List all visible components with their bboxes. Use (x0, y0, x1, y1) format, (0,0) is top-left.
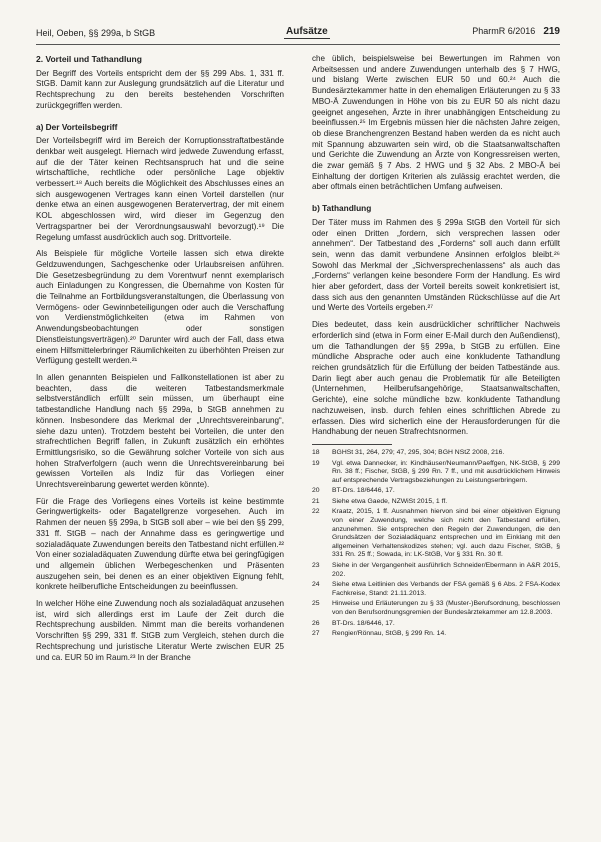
paragraph: Als Beispiele für mögliche Vorteile lassen sich etwa direkte Geldzuwendungen, Sachgeschenke oder Urlaubsreisen anführen. Die Gesetzesbegründung zu dem Vorentwurf nennt exemplarisch auch Einladungen zu Kongressen, die Übernahme von Kosten für die Teilnahme an Fortbildungsveranstaltungen, die Überlassung von Vermögens- oder Gewinnbeteiligungen oder auch die Verschaffung von Verdienstmöglichkeiten (etwa im Rahmen von Anwendungsbeobachtungen oder sonstigen Dienstleistungsverträgen).²⁰ Darunter wird auch der Fall, dass etwa einem Hilfsmittelerbringer Räumlichkeiten zu überhöhten Preisen zur Verfügung gestellt werden.²¹ (36, 249, 284, 366)
journal-name: PharmR 6/2016 (472, 26, 536, 36)
footnote-number: 25 (312, 600, 320, 608)
footnote (312, 487, 560, 496)
subsection-title: a) Der Vorteilsbegriff (36, 121, 118, 132)
footnote-number: 27 (312, 630, 320, 638)
footnote-text: Hinweise und Erläuterungen zu § 33 (Muster-)Berufsordnung, beschlossen von den Berufsordnungsgremien der Bundesärztekammer am 12.8.2003. (332, 600, 560, 616)
header-journal (472, 26, 560, 37)
section-title: 2. Vorteil und Tathandlung (36, 54, 142, 64)
footnote (312, 581, 560, 598)
running-header (36, 26, 560, 42)
footnote-text: Siehe etwa Gaede, NZWiSt 2015, 1 ff. (332, 497, 448, 505)
left-column (36, 54, 284, 669)
footnote-number: 20 (312, 487, 320, 495)
footnote (312, 460, 560, 486)
footnote-number: 22 (312, 508, 320, 516)
footnote-text: Siehe etwa Leitlinien des Verbands der FSA gemäß § 6 Abs. 2 FSA-Kodex Fachkreise, Stand: 21.11.2013. (332, 581, 560, 597)
footnote-number: 24 (312, 581, 320, 589)
footnote (312, 508, 560, 560)
header-section: Aufsätze (286, 26, 328, 37)
footnote-number: 26 (312, 619, 320, 627)
footnote (312, 498, 560, 507)
footnote-text: Vgl. etwa Dannecker, in: Kindhäuser/Neumann/Paeffgen, NK-StGB, § 299 Rn. 38 ff.; Fischer, StGB, § 299 Rn. 7 ff., und mit ausdrücklichem Hinweis auf entsprechende Vertragsbeziehungen zu Leistungserbringern. (332, 459, 560, 484)
page-number: 219 (543, 26, 560, 37)
paragraph: Der Begriff des Vorteils entspricht dem der §§ 299 Abs. 1, 331 ff. StGB. Damit kann zur Auslegung grundsätzlich auf die Literatur und Rechtsprechung zu den bereits bestehenden Vorschriften zurückgegriffen werden. (36, 68, 284, 110)
footnote-number: 23 (312, 562, 320, 570)
footnote-text: BT-Drs. 18/6446, 17. (332, 487, 395, 495)
footnotes (312, 449, 560, 639)
footnote (312, 620, 560, 629)
header-rule (36, 44, 560, 45)
footnote-number: 18 (312, 448, 320, 456)
paragraph: Dies bedeutet, dass kein ausdrücklicher schriftlicher Nachweis erforderlich sind (etwa in Form einer E-Mail durch den Außendienst), um die Tathandlungen der §§ 299a, b StGB zu erfüllen. Eine mündliche Absprache oder auch eine konkludente Tathandlung reichen grundsätzlich für die Erfüllung der beiden Tatbestände aus. Darin liegt aber auch genau die Problematik für alle Beteiligten (Unternehmen, Heilberufsangehörige, Staatsanwaltschaften, Gerichte), eine solche mündliche bzw. konkludente Tathandlung nachzuweisen, insb. durch fehlen eines schriftlichen Abrede zu erfassen. Dies wird sicherlich eine der Herausforderungen für die Handhabung der neuen Strafrechtsnormen. (312, 320, 560, 437)
footnote-text: BGHSt 31, 264, 279; 47, 295, 304; BGH NStZ 2008, 216. (332, 448, 505, 456)
header-authors: Heil, Oeben, §§ 299a, b StGB (36, 28, 156, 38)
paragraph: Für die Frage des Vorliegens eines Vorteils ist keine bestimmte Geringwertigkeits- oder Bagatellgrenze vorgesehen. Auch im Rahmen der neuen §§ 299a, b StGB soll aber – wie bei den §§ 299, 331 ff. StGB – nach der Annahme dass es geringwertige und sozialadäquate Zuwendungen bereits den Tatbestand nicht erfüllen.²² Von einer sozialadäquaten Zuwendung dürfte etwa bei geringfügigen und allgemein üblichen Werbegeschenken und Präsenten auszugehen sein, bei denen es an einer objektiven Eignung fehlt, konkrete heilberufliche Entscheidungen zu beeinflussen. (36, 496, 284, 592)
footnote-number: 19 (312, 459, 320, 467)
footnote (312, 600, 560, 617)
footnote-rule (312, 444, 392, 445)
footnote-number: 21 (312, 497, 320, 505)
footnote-text: Rengier/Rönnau, StGB, § 299 Rn. 14. (332, 630, 447, 638)
footnote-text: Siehe in der Vergangenheit ausführlich Schneider/Ebermann in A&R 2015, 202. (332, 562, 560, 578)
paragraph: che üblich, beispielsweise bei Bewertungen im Rahmen von Arbeitsessen und andere Zuwendungen unterhalb des § 7 HWG, und bislang Werte zwischen EUR 50 und 60.²⁴ Auch die Bundesärztekammer hatte in den ehemaligen Erläuterungen zu § 33 MBO-Ä Zuwendungen in Höhe von bis zu EUR 50 als nicht dazu geeignet angesehen, Ärzte in ihrer unabhängigen Entscheidung zu beeinflussen.²⁵ Im Ergebnis müssen hier die nächsten Jahre zeigen, ob diese Branchengrenzen Bestand haben werden da es nicht auch mit Spannung abzuwarten sein wird, ob die Staatsanwaltschaften und Gerichte die Zuwendung an Ärzte von Kongressreisen werten, die zwar gemäß § 7 Abs. 2 HWG und § 32 Abs. 2 MBO-Ä bei Einhaltung der dortigen Kriterien als zulässig erachtet werden, die aber oftmals einen beträchtlichen Umfang aufweisen. (312, 54, 560, 192)
paragraph: Der Täter muss im Rahmen des § 299a StGB den Vorteil für sich oder einen Dritten „fordern, sich versprechen lassen oder annehmen“. Der Tatbestand des „Forderns“ soll auch dann erfüllt sein, wenn das damit verbundene Ansinnen erfolglos bleibt.²⁶ Sowohl das Merkmal der „Sichversprechenlassens“ als auch das „Forderns“ verlangen keine besondere Form der Handlung. Es wird hier aber gefordert, dass der Vorteil bereits soweit konkretisiert ist, dass sich aus den genannten Umständen Rückschlüsse auf die Art und Werte des Vorteils ergeben.²⁷ (312, 217, 560, 313)
footnote-text: Kraatz, 2015, 1 ff. Ausnahmen hiervon sind bei einer objektiven Eignung von einer Zuwendung, welche sich nicht den Tatbestand erfüllen, anzunehmen. Sie entsprechen den Regeln der Zuwendungen, die den Grundsätzen der Sozialadäquanz entsprechen und im Einklang mit den allgemeinen Verhaltenskodizes stehen; vgl. auch dazu Fischer, StGB, § 331 Rn. 25 ff.; Sowada, in: LK-StGB, Vor § 331 Rn. 30 ff. (332, 508, 560, 559)
footnote (312, 449, 560, 458)
footnote (312, 630, 560, 639)
right-column (312, 54, 560, 641)
footnote (312, 562, 560, 579)
footnote-text: BT-Drs. 18/6446, 17. (332, 619, 395, 627)
paragraph: Der Vorteilsbegriff wird im Bereich der Korruptionsstraftatbestände denkbar weit ausgelegt. Hiernach wird jedwede Zuwendung erfasst, auf die der Täter keinen Rechtsanspruch hat und die seine wirtschaftliche, rechtliche oder persönliche Lage objektiv verbessert.¹⁸ Auch bereits die Möglichkeit des Abschlusses eines an sich ausgewogenen Vertrages kann einen Vorteil darstellen (nur denke etwa an einen ausgewogenen Beratervertrag, der mit einem KOL abgeschlossen wird, wird dieser im Gegenzug den Vertragspartner bei der Verordnungsauswahl bevorzugt).¹⁹ Die Regelung umfasst ausdrücklich auch sog. Drittvorteile. (36, 136, 284, 242)
paragraph: In allen genannten Beispielen und Fallkonstellationen ist aber zu beachten, dass die weiteren Tatbestandsmerkmale selbstverständlich erfüllt sein müssen, um überhaupt eine tatbestandliche Handlung nach §§ 299a, b StGB annehmen zu können. Insbesondere das Merkmal der „Unrechtsvereinbarung“, siehe dazu unten). Trotzdem besteht bei Vorteilen, die unter den strafrechtlichen Begriff fallen, in Zukunft zusätzlich ein erhöhtes Ermittlungsrisiko, so die Gewährung solcher Vorteile von sich aus hohen Strafverfolgern (auch wenn die Unrechtsvereinbarung bei gewissen Vorteilen als Indiz für das Vorliegen einer Unrechtsvereinbarung gewertet werden könnte). (36, 372, 284, 490)
paragraph: In welcher Höhe eine Zuwendung noch als sozialadäquat anzusehen ist, wird sich allerdings erst im Laufe der Zeit durch die Rechtsprechung ausbilden. Nimmt man die bereits vorhandenen Vorschriften §§ 299, 331 ff. StGB zum Vergleich, stehen durch die Rechtsprechung und juristische Literatur Werte zwischen EUR 25 und ca. EUR 50 im Raum.²³ In der Branche (36, 599, 284, 662)
subsection-title: b) Tathandlung (312, 203, 372, 214)
